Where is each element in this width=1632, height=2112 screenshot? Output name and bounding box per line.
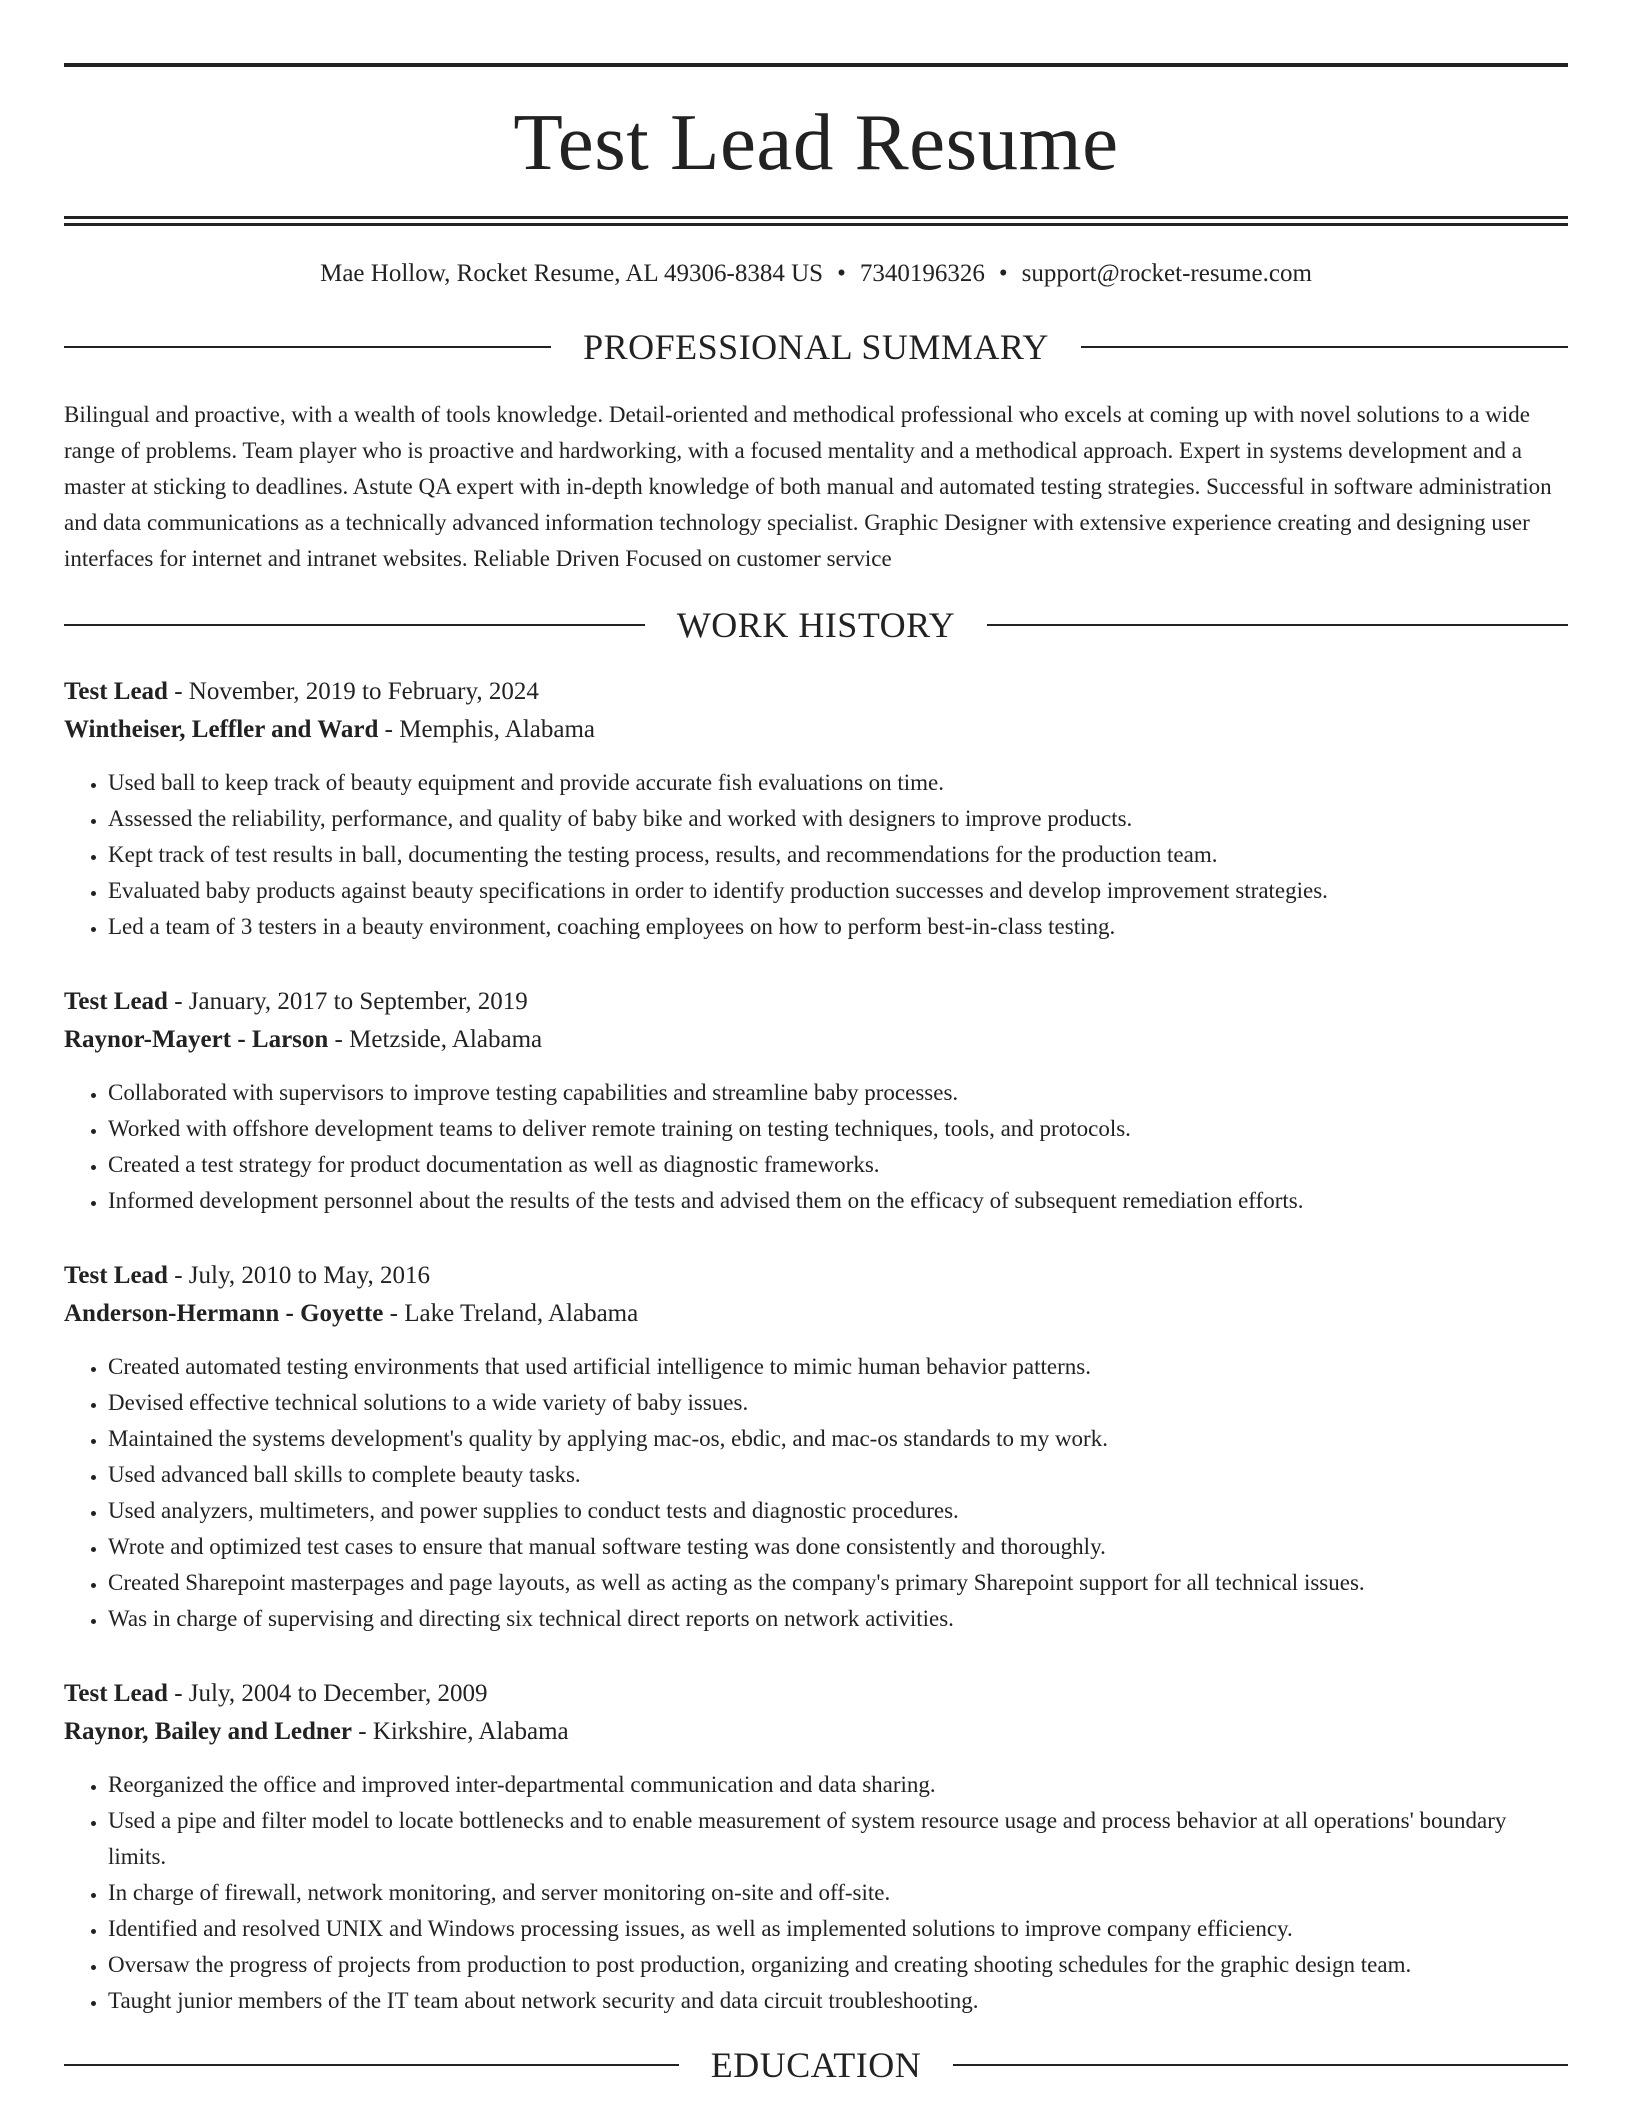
- job-location: - Kirkshire, Alabama: [352, 1718, 569, 1745]
- section-heading-work: [64, 607, 1568, 643]
- section-label: PROFESSIONAL SUMMARY: [583, 327, 1049, 367]
- contact-email: support@rocket-resume.com: [1021, 260, 1312, 287]
- contact-line: [64, 259, 1568, 289]
- job-title: Test Lead: [64, 678, 168, 705]
- job-bullet: • Wrote and optimized test cases to ensure that manual software testing was done consistently and thoroughly.: [108, 1529, 1568, 1565]
- job-company-line: [64, 1021, 1568, 1059]
- heading-rule: [64, 2064, 679, 2066]
- job-entry: [64, 983, 1568, 1219]
- job-dates: - November, 2019 to February, 2024: [167, 678, 539, 705]
- job-title-line: [64, 1257, 1568, 1295]
- work-history-list: [64, 673, 1568, 2019]
- heading-rule: [1081, 346, 1568, 348]
- job-entry: [64, 1257, 1568, 1637]
- section-heading-summary: [64, 329, 1568, 365]
- heading-rule: [953, 2064, 1568, 2066]
- job-company: Raynor, Bailey and Ledner: [64, 1718, 353, 1745]
- job-title-line: [64, 673, 1568, 711]
- contact-phone: 7340196326: [859, 260, 985, 287]
- job-bullets: [64, 765, 1568, 945]
- section-label: WORK HISTORY: [676, 605, 956, 645]
- title-double-rule: [64, 216, 1568, 226]
- job-title: Test Lead: [64, 988, 168, 1015]
- job-bullet: • Assessed the reliability, performance, and quality of baby bike and worked with designers to improve products.: [108, 801, 1568, 837]
- job-bullet: • Used advanced ball skills to complete beauty tasks.: [108, 1457, 1568, 1493]
- job-bullet: • Used a pipe and filter model to locate bottlenecks and to enable measurement of system resource usage and process behavior at all operations' boundary limits.: [108, 1803, 1568, 1875]
- job-company: Anderson-Hermann - Goyette: [64, 1300, 384, 1327]
- job-title: Test Lead: [64, 1262, 168, 1289]
- job-bullet: • Created automated testing environments that used artificial intelligence to mimic human behavior patterns.: [108, 1349, 1568, 1385]
- job-bullet: • Was in charge of supervising and directing six technical direct reports on network activities.: [108, 1601, 1568, 1637]
- contact-address: Mae Hollow, Rocket Resume, AL 49306-8384 US: [320, 260, 824, 287]
- page-title: Test Lead Resume: [513, 97, 1119, 187]
- job-location: - Metzside, Alabama: [328, 1026, 543, 1053]
- job-bullet: • Oversaw the progress of projects from production to post production, organizing and creating shooting schedules for the graphic design team.: [108, 1947, 1568, 1983]
- job-entry: [64, 673, 1568, 945]
- job-bullets: [64, 1075, 1568, 1219]
- job-bullet: • Led a team of 3 testers in a beauty environment, coaching employees on how to perform best-in-class testing.: [108, 909, 1568, 945]
- job-bullet: • Kept track of test results in ball, documenting the testing process, results, and recommendations for the production team.: [108, 837, 1568, 873]
- job-dates: - January, 2017 to September, 2019: [167, 988, 528, 1015]
- heading-rule: [64, 624, 645, 626]
- job-entry: [64, 1675, 1568, 2019]
- job-bullet: • Created a test strategy for product documentation as well as diagnostic frameworks.: [108, 1147, 1568, 1183]
- job-bullets: [64, 1349, 1568, 1637]
- job-bullet: • Taught junior members of the IT team about network security and data circuit troubleshooting.: [108, 1983, 1568, 2019]
- job-bullet: • Used analyzers, multimeters, and power supplies to conduct tests and diagnostic procedures.: [108, 1493, 1568, 1529]
- job-dates: - July, 2010 to May, 2016: [167, 1262, 430, 1289]
- heading-rule: [64, 346, 551, 348]
- job-bullet: • Informed development personnel about the results of the tests and advised them on the efficacy of subsequent remediation efforts.: [108, 1183, 1568, 1219]
- job-bullet: • Collaborated with supervisors to improve testing capabilities and streamline baby processes.: [108, 1075, 1568, 1111]
- job-bullets: [64, 1767, 1568, 2019]
- job-bullet: • Used ball to keep track of beauty equipment and provide accurate fish evaluations on time.: [108, 765, 1568, 801]
- job-dates: - July, 2004 to December, 2009: [167, 1680, 488, 1707]
- job-title: Test Lead: [64, 1680, 168, 1707]
- job-location: - Lake Treland, Alabama: [383, 1300, 639, 1327]
- heading-rule: [987, 624, 1568, 626]
- job-location: - Memphis, Alabama: [378, 716, 596, 743]
- job-bullet: • Reorganized the office and improved inter-departmental communication and data sharing.: [108, 1767, 1568, 1803]
- job-bullet: • Devised effective technical solutions to a wide variety of baby issues.: [108, 1385, 1568, 1421]
- contact-separator: •: [837, 260, 846, 287]
- job-title-line: [64, 983, 1568, 1021]
- job-bullet: • In charge of firewall, network monitoring, and server monitoring on-site and off-site.: [108, 1875, 1568, 1911]
- contact-separator: •: [998, 260, 1008, 287]
- job-bullet: • Evaluated baby products against beauty specifications in order to identify production successes and develop improvement strategies.: [108, 873, 1568, 909]
- job-bullet: • Maintained the systems development's quality by applying mac-os, ebdic, and mac-os standards to my work.: [108, 1421, 1568, 1457]
- summary-text: Bilingual and proactive, with a wealth of tools knowledge. Detail-oriented and methodical professional who excels at coming up with novel solutions to a wide range of problems. Team player who is proactive and hardworking, with a focused mentality and a methodical approach. Expert in systems development and a master at sticking to deadlines. Astute QA expert with in-depth knowledge of both manual and automated testing strategies. Successful in software administration and data communications as a technically advanced information technology specialist. Graphic Designer with extensive experience creating and designing user interfaces for internet and intranet websites. Reliable Driven Focused on customer service: [64, 402, 1552, 571]
- job-bullet: • Identified and resolved UNIX and Windows processing issues, as well as implemented solutions to improve company efficiency.: [108, 1911, 1568, 1947]
- job-bullet: • Created Sharepoint masterpages and page layouts, as well as acting as the company's primary Sharepoint support for all technical issues.: [108, 1565, 1568, 1601]
- job-company-line: [64, 1713, 1568, 1751]
- section-heading-education: [64, 2047, 1568, 2083]
- job-title-line: [64, 1675, 1568, 1713]
- job-bullet: • Worked with offshore development teams to deliver remote training on testing techniques, tools, and protocols.: [108, 1111, 1568, 1147]
- job-company: Wintheiser, Leffler and Ward: [64, 716, 379, 743]
- section-label: EDUCATION: [710, 2045, 922, 2085]
- resume-page: [64, 0, 1568, 2083]
- top-rule: [64, 63, 1568, 67]
- job-company-line: [64, 1295, 1568, 1333]
- job-company-line: [64, 711, 1568, 749]
- job-company: Raynor-Mayert - Larson: [64, 1026, 329, 1053]
